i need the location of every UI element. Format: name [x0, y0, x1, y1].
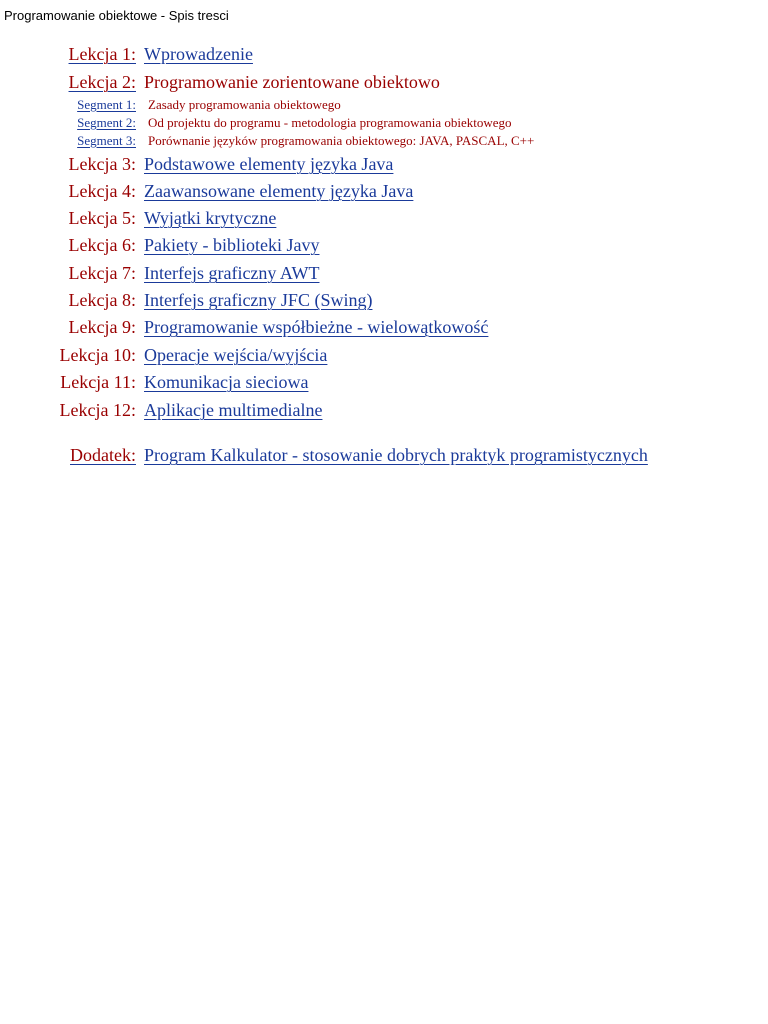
lesson-row-12: [0, 400, 768, 426]
page-title: Programowanie obiektowe - Spis tresci: [4, 8, 229, 23]
lesson-label-1[interactable]: Lekcja 1:: [68, 44, 136, 64]
appendix-row: [0, 445, 768, 471]
lesson-row-5: [0, 208, 768, 234]
lesson-row-1: [0, 44, 768, 70]
segment-row-1: [0, 97, 768, 115]
lesson-label-4: Lekcja 4:: [68, 181, 136, 201]
segment-title-1: Zasady programowania obiektowego: [148, 97, 341, 112]
lesson-link-9[interactable]: Programowanie współbieżne - wielowątkowość: [144, 317, 489, 337]
segment-title-3: Porównanie języków programowania obiektowego: JAVA, PASCAL, C++: [148, 133, 535, 148]
lesson-label-3: Lekcja 3:: [68, 154, 136, 174]
lesson-link-11[interactable]: Komunikacja sieciowa: [144, 372, 309, 392]
lesson-link-5[interactable]: Wyjątki krytyczne: [144, 208, 277, 228]
appendix-label[interactable]: Dodatek:: [70, 445, 136, 465]
lesson-label-7: Lekcja 7:: [68, 263, 136, 283]
lesson-row-4: [0, 181, 768, 207]
lesson-label-12: Lekcja 12:: [59, 400, 136, 420]
lesson-row-6: [0, 235, 768, 261]
segment-row-2: [0, 115, 768, 133]
lesson-label-9: Lekcja 9:: [68, 317, 136, 337]
lesson-row-7: [0, 263, 768, 289]
lesson-label-10: Lekcja 10:: [59, 345, 136, 365]
lesson-title-2: Programowanie zorientowane obiektowo: [144, 72, 440, 92]
lesson-label-11: Lekcja 11:: [60, 372, 136, 392]
lesson-label-2[interactable]: Lekcja 2:: [68, 72, 136, 92]
lesson-link-4[interactable]: Zaawansowane elementy języka Java: [144, 181, 414, 201]
lesson-row-11: [0, 372, 768, 398]
lesson-link-1[interactable]: Wprowadzenie: [144, 44, 253, 64]
lesson-link-3[interactable]: Podstawowe elementy języka Java: [144, 154, 394, 174]
lesson-row-9: [0, 317, 768, 343]
appendix-link[interactable]: Program Kalkulator - stosowanie dobrych praktyk programistycznych: [144, 445, 648, 465]
lesson-label-6: Lekcja 6:: [68, 235, 136, 255]
lesson-label-8: Lekcja 8:: [68, 290, 136, 310]
lesson-link-8[interactable]: Interfejs graficzny JFC (Swing): [144, 290, 373, 310]
lesson-row-2: [0, 72, 768, 98]
lesson-row-8: [0, 290, 768, 316]
segment-label-1[interactable]: Segment 1:: [77, 97, 136, 112]
segment-label-2[interactable]: Segment 2:: [77, 115, 136, 130]
segment-row-3: [0, 133, 768, 151]
lesson-link-12[interactable]: Aplikacje multimedialne: [144, 400, 323, 420]
lesson-row-3: [0, 154, 768, 180]
lesson-link-6[interactable]: Pakiety - biblioteki Javy: [144, 235, 320, 255]
lesson-link-10[interactable]: Operacje wejścia/wyjścia: [144, 345, 328, 365]
lesson-link-7[interactable]: Interfejs graficzny AWT: [144, 263, 320, 283]
lesson-row-10: [0, 345, 768, 371]
segment-label-3[interactable]: Segment 3:: [77, 133, 136, 148]
segment-title-2: Od projektu do programu - metodologia programowania obiektowego: [148, 115, 512, 130]
lesson-label-5: Lekcja 5:: [68, 208, 136, 228]
